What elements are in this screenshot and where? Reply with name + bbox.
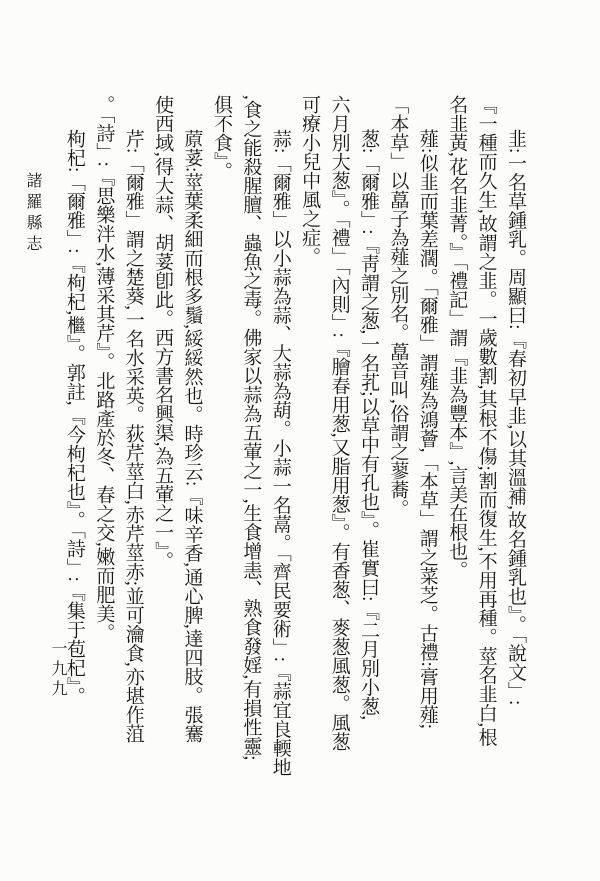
book-title: 諸羅縣志: [24, 172, 41, 256]
text-column-9: 蒜:「爾雅」以小蒜為蒜、大蒜為葫。小蒜一名蒚。「齊民要術」:『蒜宜良輭地: [269, 129, 291, 777]
text-column-5: 「本草」以藠子為薤之別名。藠音叫,俗謂之蓼蕎。: [387, 95, 409, 518]
text-column-3: 名韭黃,花名韭菁。』「禮記」謂『韭為豐本』,言美在根也。: [446, 95, 468, 580]
text-column-4: 薤:似韭而葉差濶。「爾雅」謂薤為鴻薈,「本草」謂之菜芝。古禮:膏用薤;: [416, 129, 438, 730]
text-column-15: 。「詩」:『思樂泮水,薄采其芹』。北路產於冬、春之交,嫩而肥美。: [93, 95, 115, 642]
text-column-13: 使西域,得大蒜、胡荽卽此。西方書名興渠,為五葷之一』。: [152, 95, 174, 570]
text-column-16: 枸杞:「爾雅」:『枸杞,檵』。郭註,『今枸杞也』。「詩」:『集于苞杞』。: [63, 129, 85, 706]
text-column-7: 六月別大葱』。「禮」「內則」:『膾春用葱,又脂用葱』。有香葱、麥葱風葱。風葱: [328, 95, 350, 752]
text-block: [60, 95, 531, 827]
text-column-6: 葱:「爾雅」:『靑謂之葱,一名芤;以草中有孔也』。崔實曰:『二月別小葱,: [357, 129, 379, 721]
text-column-11: 俱不食』。: [210, 95, 232, 181]
text-column-2: 『一種而久生,故謂之韭。一歲數割,其根不傷;割而復生,不用再種。莖名韭白,根: [475, 95, 497, 747]
text-column-14: 芹:「爾雅」謂之楚葵,一名水采英。荻芹莖白,赤芹莖赤;並可瀹食,亦堪作菹: [122, 129, 144, 743]
page-number: 一九九: [49, 640, 66, 700]
text-column-12: 蒝荽:莖葉柔細而根多鬚,綏綏然也。時珍云:『味辛香,通心脾,達四肢。張騫: [181, 129, 203, 743]
text-column-1: 韭:一名草鍾乳。周顯曰:『春初早韭,以其溫補,故名鍾乳也』。「說文」:: [505, 129, 526, 706]
text-column-10: ,食之能殺腥膻、蟲魚之毒。佛家以蒜為五葷之一,生食增恚、熟食發婬,有損性靈;: [240, 95, 262, 761]
text-column-8: 可療小兒中風之症。: [299, 95, 321, 266]
